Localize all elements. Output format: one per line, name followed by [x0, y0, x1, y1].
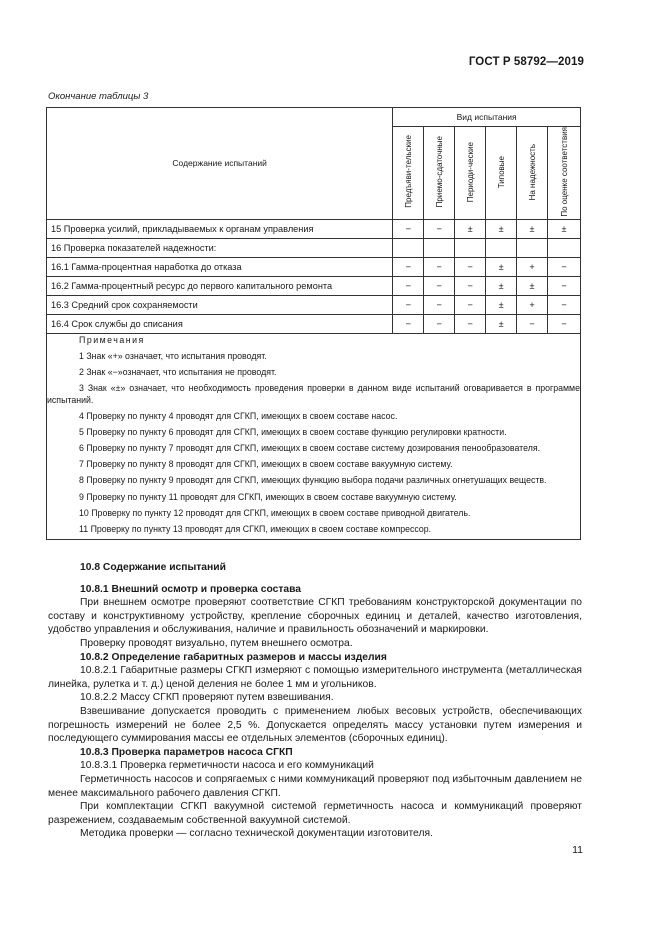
row-mark: −: [548, 295, 581, 314]
table-row: [47, 276, 581, 295]
row-mark: ±: [455, 219, 486, 238]
note-item: 1 Знак «+» означает, что испытания проводят.: [79, 350, 267, 361]
row-mark: ±: [486, 276, 517, 295]
note-item: 7 Проверку по пункту 8 проводят для СГКП, имеющих в своем составе вакуумную систему.: [79, 459, 453, 470]
row-mark: ±: [517, 219, 548, 238]
note-item: 11 Проверку по пункту 13 проводят для СГКП, имеющих в своем составе компрессор.: [79, 523, 432, 534]
test-type-group-header: Вид испытания: [393, 108, 581, 127]
row-label: 16.2 Гамма-процентный ресурс до первого капитального ремонта: [47, 276, 393, 295]
section-title: 10.8 Содержание испытаний: [80, 562, 226, 573]
row-mark: −: [393, 219, 424, 238]
paragraph: 10.8.3.1 Проверка герметичности насоса и его коммуникаций: [80, 760, 374, 772]
row-mark: −: [424, 295, 455, 314]
note-item: 4 Проверку по пункту 4 проводят для СГКП, имеющих в своем составе насос.: [79, 411, 398, 422]
row-mark: −: [393, 257, 424, 276]
paragraph: 10.8.2.2 Массу СГКП проверяют путем взвешивания.: [80, 692, 334, 704]
subsection-title: 10.8.2 Определение габаритных размеров и массы изделия: [80, 651, 387, 663]
row-mark: ±: [486, 219, 517, 238]
subsection-title: 10.8.3 Проверка параметров насоса СГКП: [80, 746, 293, 758]
paragraph: 10.8.2.1 Габаритные размеры СГКП измеряют с помощью измерительного инструмента (металлическая линейка, рулетка и т. д.) ценой деления не более 1 мм и угольников.: [48, 665, 582, 690]
note-item: 9 Проверку по пункту 11 проводят для СГКП, имеющих в своем составе вакуумную систему.: [79, 491, 457, 502]
paragraph: При комплектации СГКП вакуумной системой герметичность насоса и коммуникаций проверяют разрежением, создаваемым собственной вакуумной системой.: [48, 801, 582, 826]
row-mark: −: [548, 257, 581, 276]
table-notes: [47, 333, 581, 539]
note-item: 8 Проверку по пункту 9 проводят для СГКП, имеющих функцию выбора подачи различных огнетушащих веществ.: [79, 475, 547, 486]
row-mark: +: [517, 295, 548, 314]
table-row: [47, 219, 581, 238]
subsection-title: 10.8.1 Внешний осмотр и проверка состава: [80, 583, 302, 595]
col-header-conformity: По оценке соответствия: [548, 127, 581, 220]
row-mark: ±: [517, 276, 548, 295]
row-mark: ±: [486, 295, 517, 314]
paragraph: При внешнем осмотре проверяют соответствие СГКП требованиям конструкторской документации по составу и конструктивному устройству, крепление сборочных единиц и деталей, качество изготовления, удобство управления и обслуживания, наличие и правильность обозначений и маркировки.: [48, 597, 582, 636]
note-item: 6 Проверку по пункту 7 проводят для СГКП, имеющих в своем составе систему дозирования пенообразователя.: [79, 443, 541, 454]
row-mark: −: [424, 314, 455, 333]
note-item: 5 Проверку по пункту 6 проводят для СГКП, имеющих в своем составе функцию регулировки кратности.: [79, 427, 507, 438]
col-header-reliability: На надежность: [517, 127, 548, 220]
row-mark: −: [455, 295, 486, 314]
row-mark: +: [517, 257, 548, 276]
table-row: [47, 238, 581, 257]
row-label: 16 Проверка показателей надежности:: [47, 238, 393, 257]
row-mark: ±: [548, 219, 581, 238]
row-mark: −: [424, 219, 455, 238]
document-standard-code: ГОСТ Р 58792—2019: [468, 56, 584, 68]
row-mark: −: [393, 276, 424, 295]
row-mark: −: [455, 314, 486, 333]
row-mark: −: [424, 257, 455, 276]
row-label: 16.1 Гамма-процентная наработка до отказа: [47, 257, 393, 276]
note-item: 10 Проверку по пункту 12 проводят для СГКП, имеющих в своем составе приводной двигатель.: [79, 507, 471, 518]
paragraph: Герметичность насосов и сопрягаемых с ними коммуникаций проверяют под избыточным давлением не менее максимального рабочего давления СГКП.: [48, 773, 582, 799]
col-header-presentation: Предъяви-тельские: [393, 127, 424, 220]
row-mark: −: [517, 314, 548, 333]
row-mark: −: [455, 257, 486, 276]
row-mark: −: [393, 314, 424, 333]
paragraph: Проверку проводят визуально, путем внешнего осмотра.: [80, 637, 353, 649]
note-item: 3 Знак «±» означает, что необходимость проведения проверки в данном виде испытаний оговаривается в программе испытаний.: [47, 382, 580, 405]
col-header-type: Типовые: [486, 127, 517, 220]
test-types-table: [46, 107, 581, 540]
table-row: [47, 295, 581, 314]
section-body: [48, 561, 582, 841]
content-column-header: Содержание испытаний: [47, 108, 393, 220]
row-mark: ±: [486, 314, 517, 333]
row-label: 16.3 Средний срок сохраняемости: [47, 295, 393, 314]
row-label: 16.4 Срок службы до списания: [47, 314, 393, 333]
row-mark: −: [455, 276, 486, 295]
row-mark: −: [548, 276, 581, 295]
row-mark: ±: [486, 257, 517, 276]
row-mark: −: [424, 276, 455, 295]
table-row: [47, 314, 581, 333]
table-caption: Окончание таблицы 3: [48, 91, 149, 102]
notes-title: Примечания: [79, 334, 145, 345]
page-number: 11: [572, 844, 583, 856]
table-row: [47, 257, 581, 276]
note-item: 2 Знак «−»означает, что испытания не проводят.: [79, 366, 277, 377]
paragraph: Методика проверки — согласно технической документации изготовителя.: [80, 828, 433, 840]
col-header-periodic: Периоди-ческие: [455, 127, 486, 220]
col-header-acceptance: Приемо-сдаточные: [424, 127, 455, 220]
row-mark: −: [548, 314, 581, 333]
row-mark: −: [393, 295, 424, 314]
paragraph: Взвешивание допускается проводить с применением любых весовых устройств, обеспечивающих погрешность измерений не более 2,5 %. Допускается определять массу установки путем измерения и последующего суммирования массы ее отдельных элементов (сборочных единиц).: [48, 705, 582, 745]
row-label: 15 Проверка усилий, прикладываемых к органам управления: [47, 219, 393, 238]
